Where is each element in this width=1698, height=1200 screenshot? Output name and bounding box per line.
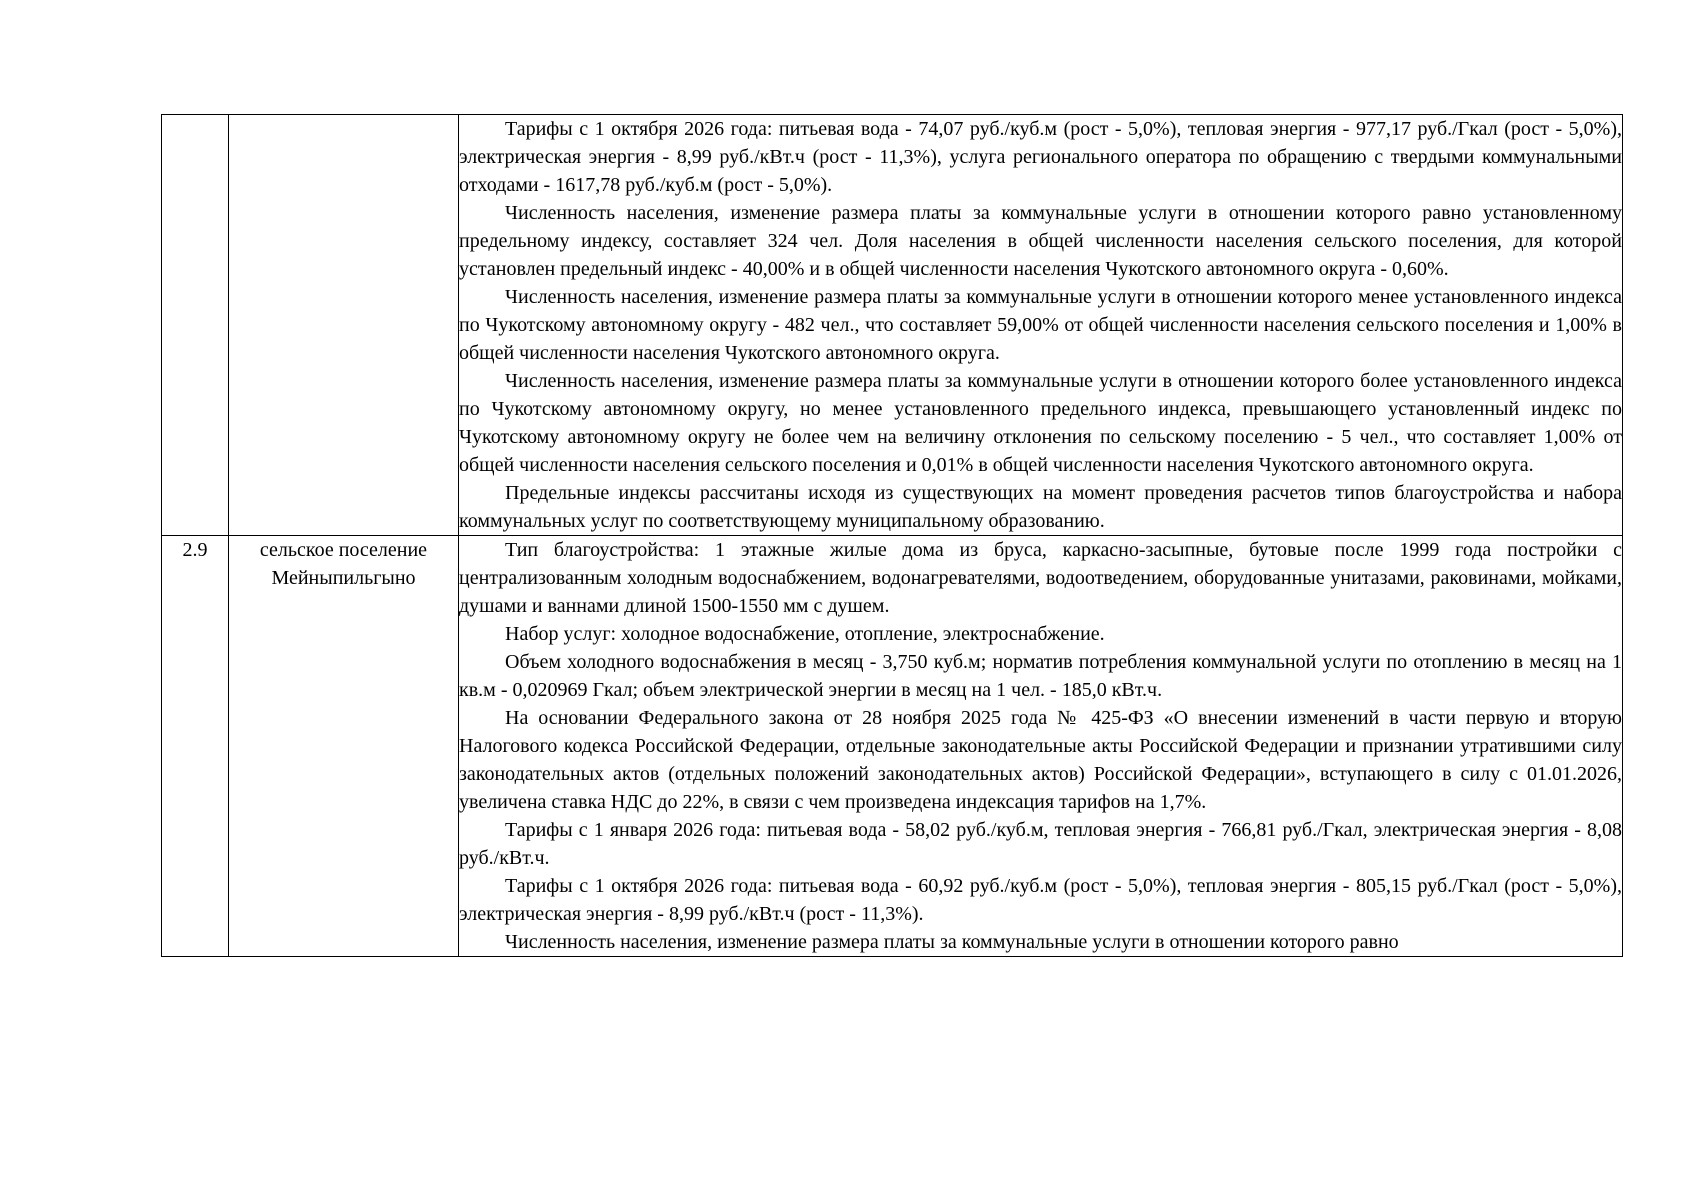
paragraph: Набор услуг: холодное водоснабжение, отопление, электроснабжение. [505, 623, 1105, 645]
table-row [162, 536, 1623, 957]
paragraph: Тарифы с 1 октября 2026 года: питьевая вода - 60,92 руб./куб.м (рост - 5,0%), тепловая энергия - 805,15 руб./Гкал (рост - 5,0%), электрическая энергия - 8,99 руб./кВт.ч (рост - 11,3%). [459, 875, 1622, 925]
municipality-name-cell: сельское поселение Мейныпильгыно [229, 536, 459, 957]
paragraph: Численность населения, изменение размера платы за коммунальные услуги в отношении которого менее установленного индекса по Чукотскому автономному округу - 482 чел., что составляет 59,00% от общей численности населения сельского поселения и 1,00% в общей численности населения Чукотского автономного округа. [459, 286, 1622, 364]
paragraph: Тип благоустройства: 1 этажные жилые дома из бруса, каркасно-засыпные, бутовые после 1999 года постройки с централизованным холодным водоснабжением, водонагревателями, водоотведением, оборудованные унитазами, раковинами, мойками, душами и ваннами длиной 1500-1550 мм с душем. [459, 539, 1622, 617]
paragraph: Численность населения, изменение размера платы за коммунальные услуги в отношении которого равно [505, 931, 1399, 953]
paragraph: Численность населения, изменение размера платы за коммунальные услуги в отношении которого более установленного индекса по Чукотскому автономному округу, но менее установленного предельного индекса, превышающего установленный индекс по Чукотскому автономному округу не более чем на величину отклонения по сельскому поселению - 5 чел., что составляет 1,00% от общей численности населения сельского поселения и 0,01% в общей численности населения Чукотского автономного округа. [459, 370, 1622, 476]
row-number-cell: 2.9 [162, 536, 229, 957]
paragraph: На основании Федерального закона от 28 ноября 2025 года № 425-ФЗ «О внесении изменений в части первую и вторую Налогового кодекса Российской Федерации, отдельные законодательные акты Российской Федерации и признании утратившими силу законодательных актов (отдельных положений законодательных актов) Российской Федерации», вступающего в силу с 01.01.2026, увеличена ставка НДС до 22%, в связи с чем произведена индексация тарифов на 1,7%. [459, 707, 1622, 813]
paragraph: Численность населения, изменение размера платы за коммунальные услуги в отношении которого равно установленному предельному индексу, составляет 324 чел. Доля населения в общей численности населения сельского поселения, для которой установлен предельный индекс - 40,00% и в общей численности населения Чукотского автономного округа - 0,60%. [459, 202, 1622, 280]
row-number-cell [162, 115, 229, 536]
description-cell [459, 115, 1623, 536]
paragraph: Предельные индексы рассчитаны исходя из существующих на момент проведения расчетов типов благоустройства и набора коммунальных услуг по соответствующему муниципальному образованию. [459, 482, 1622, 532]
paragraph: Тарифы с 1 января 2026 года: питьевая вода - 58,02 руб./куб.м, тепловая энергия - 766,81 руб./Гкал, электрическая энергия - 8,08 руб./кВт.ч. [459, 819, 1622, 869]
paragraph: Объем холодного водоснабжения в месяц - 3,750 куб.м; норматив потребления коммунальной услуги по отоплению в месяц на 1 кв.м - 0,020969 Гкал; объем электрической энергии в месяц на 1 чел. - 185,0 кВт.ч. [459, 651, 1622, 701]
description-cell [459, 536, 1623, 957]
paragraph: Тарифы с 1 октября 2026 года: питьевая вода - 74,07 руб./куб.м (рост - 5,0%), тепловая энергия - 977,17 руб./Гкал (рост - 5,0%), электрическая энергия - 8,99 руб./кВт.ч (рост - 11,3%), услуга регионального оператора по обращению с твердыми коммунальными отходами - 1617,78 руб./куб.м (рост - 5,0%). [459, 118, 1622, 196]
tariff-table [161, 114, 1623, 957]
table-row [162, 115, 1623, 536]
municipality-name-cell [229, 115, 459, 536]
